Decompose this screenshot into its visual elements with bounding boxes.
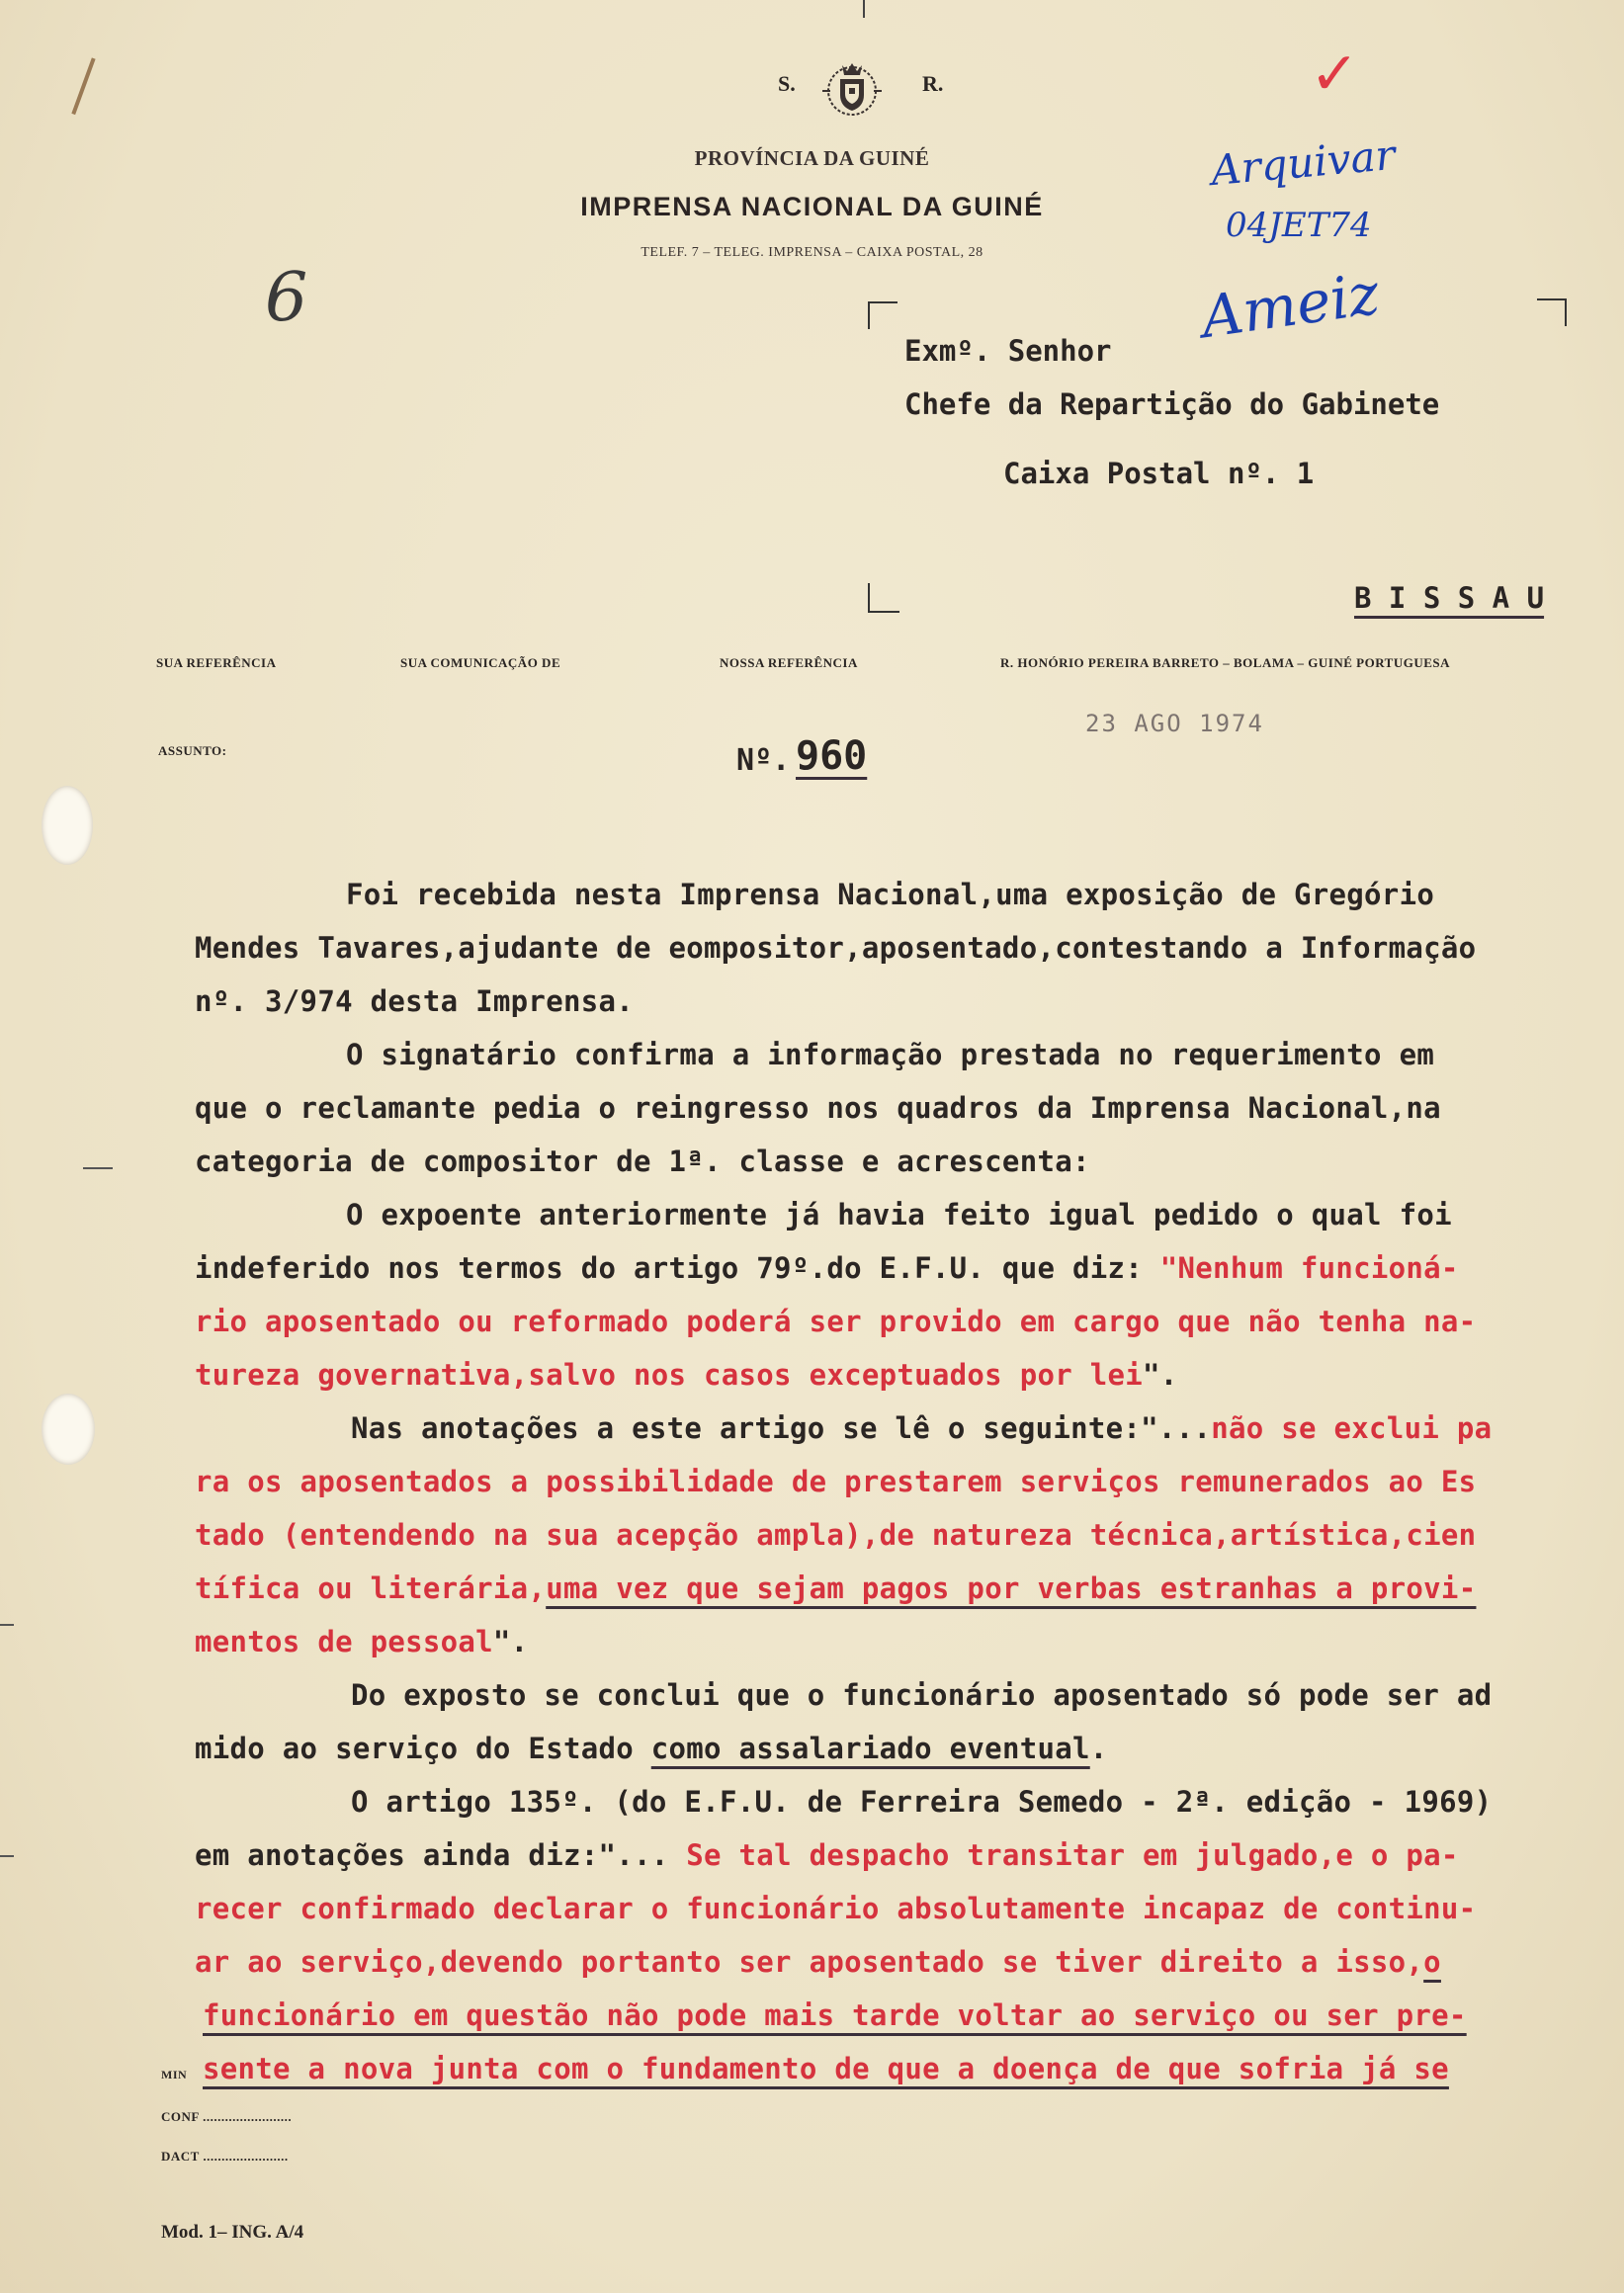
punch-hole-top [42,786,93,865]
body-text: ". [1143,1358,1178,1392]
fold-mark [83,1167,113,1169]
reference-number-label: Nº. [736,743,791,778]
body-text: mido ao serviço do Estado [195,1732,651,1765]
handwritten-annotation-line2: 04JET74 [1226,206,1372,245]
body-line: Foi recebida nesta Imprensa Nacional,uma exposição de Gregório [346,878,1435,911]
recipient-salutation: Exmº. Senhor [904,334,1112,368]
handwritten-page-number: 6 [265,259,308,337]
body-line: categoria de compositor de 1ª. classe e acrescenta: [195,1145,1090,1178]
body-line [351,1411,1492,1445]
handwritten-signature: Ameiz [1197,259,1384,352]
recipient-city: B I S S A U [1354,581,1545,615]
quoted-text: Se tal despacho transitar em julgado,e o pa- [686,1838,1459,1872]
staple-mark [71,57,110,120]
quoted-text: ar ao serviço,devendo portanto ser aposentado se tiver direito a isso, [195,1945,1424,1979]
quoted-text: "Nenhum funcioná- [1159,1251,1459,1285]
top-edge-mark [863,0,865,18]
address-bracket-top-left [868,301,897,329]
quoted-line: rio aposentado ou reformado poderá ser provido em cargo que não tenha na- [195,1305,1477,1338]
body-line: O signatário confirma a informação prestada no requerimento em [346,1038,1435,1071]
body-line: O artigo 135º. (do E.F.U. de Ferreira Semedo - 2ª. edição - 1969) [351,1785,1493,1819]
address-bracket-top-right [1537,298,1567,326]
body-text: indeferido nos termos do artigo 79º.do E.F.U. que diz: [195,1251,1160,1285]
quoted-line: sente a nova junta com o fundamento de que a doença de que sofria já se [203,2052,1449,2085]
coat-of-arms-icon [816,53,888,127]
body-line: O expoente anteriormente já havia feito igual pedido o qual foi [346,1198,1452,1231]
quoted-text: tureza governativa,salvo nos casos exceptuados por lei [195,1358,1144,1392]
letterhead-contacts: TELEF. 7 – TELEG. IMPRENSA – CAIXA POSTAL, 28 [641,245,983,260]
handwritten-annotation-line1: Arquivar [1209,129,1398,196]
body-line: que o reclamante pedia o reingresso nos quadros da Imprensa Nacional,na [195,1091,1441,1125]
body-text: em anotações ainda diz:"... [195,1838,687,1872]
quoted-line [195,1571,1476,1605]
fold-mark [0,1624,14,1626]
crest-right-letter: R. [922,71,944,96]
fold-mark [0,1855,14,1857]
label-sua-referencia: SUA REFERÊNCIA [156,655,277,670]
handwritten-check-mark: ✓ [1310,40,1360,109]
quoted-line: funcionário em questão não pode mais tarde voltar ao serviço ou ser pre- [203,1998,1467,2032]
punch-hole-bottom [42,1394,95,1465]
body-text: . [1089,1732,1108,1765]
footer-min: MIN [161,2068,188,2081]
body-line: Mendes Tavares,ajudante de eompositor,aposentado,contestando a Informação [195,931,1477,965]
quoted-text: não se exclui pa [1211,1411,1493,1445]
underlined-text: uma vez que sejam pagos por verbas estranhas a provi- [546,1571,1477,1605]
quoted-text: mentos de pessoal [195,1625,493,1658]
body-text: ". [492,1625,529,1658]
label-address: R. HONÓRIO PEREIRA BARRETO – BOLAMA – GUINÉ PORTUGUESA [1000,655,1450,670]
underlined-text: o [1423,1945,1441,1979]
recipient-title: Chefe da Repartição do Gabinete [904,387,1440,421]
footer-dact: DACT ....................... [161,2149,289,2164]
reference-number-value: 960 [796,733,868,779]
recipient-postal: Caixa Postal nº. 1 [1003,457,1315,490]
crest-left-letter: S. [778,71,796,96]
body-line: Do exposto se conclui que o funcionário aposentado só pode ser ad [351,1678,1493,1712]
letterhead-institution: IMPRENSA NACIONAL DA GUINÉ [580,192,1044,221]
label-assunto: ASSUNTO: [158,743,227,758]
body-line [195,1732,1108,1765]
quoted-line: ra os aposentados a possibilidade de prestarem serviços remunerados ao Es [195,1465,1477,1498]
body-text: Nas anotações a este artigo se lê o seguinte:"... [351,1411,1212,1445]
address-bracket-bottom-left [868,583,899,613]
label-sua-comunicacao: SUA COMUNICAÇÃO DE [400,655,561,670]
footer-conf: CONF ........................ [161,2109,293,2124]
quoted-text: tífica ou literária, [195,1571,547,1605]
underlined-text: como assalariado eventual [650,1732,1090,1765]
quoted-line [195,1945,1441,1979]
body-line: nº. 3/974 desta Imprensa. [195,984,634,1018]
received-date-stamp: 23 AGO 1974 [1085,710,1264,737]
body-line [195,1625,528,1658]
letterhead-province: PROVÍNCIA DA GUINÉ [694,146,930,170]
footer-model: Mod. 1– ING. A/4 [161,2222,304,2243]
label-nossa-referencia: NOSSA REFERÊNCIA [720,655,858,670]
body-line [195,1358,1178,1392]
body-line [195,1838,1459,1872]
quoted-line: recer confirmado declarar o funcionário absolutamente incapaz de continu- [195,1892,1477,1925]
body-line [195,1251,1459,1285]
quoted-line: tado (entendendo na sua acepção ampla),de natureza técnica,artística,cien [195,1518,1477,1552]
